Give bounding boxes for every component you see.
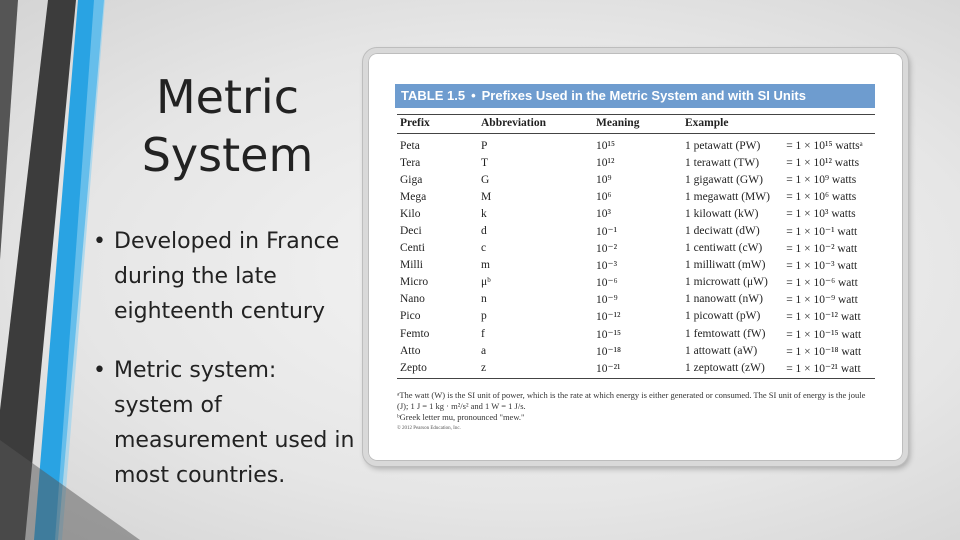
cell-equivalence: = 1 × 10⁻¹ watt	[786, 226, 858, 239]
cell-equivalence: = 1 × 10¹² watts	[786, 156, 860, 169]
cell-abbreviation: m	[481, 259, 490, 272]
cell-equivalence: = 1 × 10⁻¹⁵ watt	[786, 328, 862, 341]
cell-equivalence: = 1 × 10¹⁵ wattsᵃ	[786, 139, 863, 152]
cell-meaning: 10⁶	[596, 190, 612, 203]
bullet-text: Metric system: system of measurement used in most countries.	[114, 358, 355, 488]
table-row	[397, 171, 875, 188]
cell-abbreviation: k	[481, 207, 487, 220]
cell-example: 1 megawatt (MW)	[685, 190, 770, 203]
cell-prefix: Centi	[400, 242, 425, 255]
cell-example: 1 centiwatt (cW)	[685, 242, 763, 255]
table-row	[397, 240, 875, 257]
cell-example: 1 picowatt (pW)	[685, 310, 761, 323]
title-line-2: System	[141, 128, 314, 182]
bullet-marker: •	[93, 358, 106, 383]
cell-equivalence: = 1 × 10⁶ watts	[786, 190, 857, 203]
table-row	[397, 342, 875, 359]
cell-meaning: 10³	[596, 207, 611, 220]
cell-abbreviation: d	[481, 225, 487, 238]
cell-example: 1 attowatt (aW)	[685, 344, 758, 357]
cell-meaning: 10⁹	[596, 173, 612, 186]
bullet-list	[90, 224, 360, 517]
cell-abbreviation: f	[481, 327, 485, 340]
cell-equivalence: = 1 × 10⁹ watts	[786, 173, 857, 186]
cell-equivalence: = 1 × 10⁻¹⁸ watt	[786, 345, 862, 358]
cell-abbreviation: p	[481, 310, 487, 323]
cell-equivalence: = 1 × 10⁻² watt	[786, 243, 858, 256]
cell-abbreviation: G	[481, 173, 490, 186]
cell-meaning: 10¹²	[596, 156, 615, 169]
cell-example: 1 petawatt (PW)	[685, 139, 761, 152]
column-header-prefix: Prefix	[397, 115, 478, 134]
bullet-item	[90, 224, 360, 329]
cell-abbreviation: a	[481, 344, 487, 357]
cell-abbreviation: μᵇ	[481, 276, 491, 289]
cell-prefix: Atto	[400, 344, 421, 357]
cell-prefix: Kilo	[400, 207, 421, 220]
cell-meaning: 10⁻⁶	[596, 277, 618, 290]
footnote-a: ᵃThe watt (W) is the SI unit of power, which is the rate at which energy is either generated or consumed. The SI unit of energy is the joule (J); 1 J = 1 kg · m²/s² and 1 W = 1 J/s.	[397, 390, 866, 411]
cell-abbreviation: c	[481, 242, 487, 255]
table-row	[397, 308, 875, 325]
cell-prefix: Mega	[400, 190, 427, 203]
table-row	[397, 257, 875, 274]
cell-prefix: Femto	[400, 327, 430, 340]
table-name: Prefixes Used in the Metric System and with SI Units	[481, 88, 806, 103]
cell-equivalence: = 1 × 10⁻⁹ watt	[786, 294, 858, 307]
table-footnotes	[397, 390, 877, 434]
bullet-item	[90, 353, 360, 493]
cell-meaning: 10⁻²¹	[593, 359, 682, 379]
cell-meaning: 10⁻¹⁵	[596, 328, 622, 341]
cell-equivalence: = 1 × 10⁻³ watt	[786, 260, 858, 273]
table-caption	[395, 84, 875, 108]
footnote-b: ᵇGreek letter mu, pronounced "mew."	[397, 412, 525, 422]
table-body	[397, 134, 875, 379]
cell-equivalence: = 1 × 10⁻⁶ watt	[786, 277, 858, 290]
cell-meaning: 10⁻¹⁸	[596, 345, 622, 358]
cell-meaning: 10⁻³	[596, 260, 618, 273]
prefix-table	[397, 114, 875, 379]
cell-example: 1 terawatt (TW)	[685, 156, 760, 169]
cell-abbreviation: n	[481, 293, 487, 306]
table-row	[397, 359, 875, 379]
cell-equivalence: = 1 × 10³ watts	[786, 207, 856, 220]
cell-equivalence: = 1 × 10⁻¹² watt	[786, 311, 861, 324]
table-row	[397, 291, 875, 308]
cell-example: 1 femtowatt (fW)	[685, 327, 766, 340]
cell-prefix: Micro	[400, 276, 429, 289]
cell-example: 1 milliwatt (mW)	[685, 259, 766, 272]
cell-prefix: Peta	[400, 139, 420, 152]
cell-meaning: 10⁻⁹	[596, 294, 618, 307]
cell-example: 1 kilowatt (kW)	[685, 207, 759, 220]
cell-prefix: Zepto	[397, 359, 478, 379]
slide-title	[120, 68, 335, 184]
cell-example: 1 gigawatt (GW)	[685, 173, 763, 186]
bullet-marker: •	[93, 229, 106, 254]
title-line-1: Metric	[155, 70, 299, 124]
cell-abbreviation: M	[481, 190, 492, 203]
cell-meaning: 10⁻¹²	[596, 311, 621, 324]
cell-example: 1 zeptowatt (zW)	[682, 359, 783, 379]
table-row	[397, 154, 875, 171]
cell-prefix: Deci	[400, 225, 422, 238]
cell-prefix: Milli	[400, 259, 424, 272]
cell-example: 1 deciwatt (dW)	[685, 225, 760, 238]
table-header-row	[397, 115, 875, 134]
cell-prefix: Giga	[400, 173, 423, 186]
cell-meaning: 10⁻¹	[596, 226, 618, 239]
column-header-abbreviation: Abbreviation	[478, 115, 593, 134]
cell-equivalence: = 1 × 10⁻²¹ watt	[783, 359, 875, 379]
cell-example: 1 nanowatt (nW)	[685, 293, 763, 306]
cell-prefix: Tera	[400, 156, 421, 169]
column-header-example: Example	[682, 115, 875, 134]
table-row	[397, 134, 875, 155]
table-number: TABLE 1.5	[401, 88, 466, 103]
caption-separator: •	[471, 88, 476, 103]
cell-abbreviation: P	[481, 139, 488, 152]
table-row	[397, 188, 875, 205]
cell-abbreviation: z	[478, 359, 593, 379]
table-row	[397, 274, 875, 291]
copyright-text: © 2012 Pearson Education, Inc.	[397, 426, 461, 431]
column-header-meaning: Meaning	[593, 115, 682, 134]
table-row	[397, 325, 875, 342]
bullet-text: Developed in France during the late eighteenth century	[114, 229, 340, 324]
cell-meaning: 10¹⁵	[596, 139, 615, 152]
table-row	[397, 205, 875, 222]
cell-abbreviation: T	[481, 156, 489, 169]
cell-prefix: Nano	[400, 293, 425, 306]
cell-prefix: Pico	[400, 310, 421, 323]
cell-meaning: 10⁻²	[596, 243, 618, 256]
cell-example: 1 microwatt (μW)	[685, 276, 768, 289]
table-row	[397, 222, 875, 239]
